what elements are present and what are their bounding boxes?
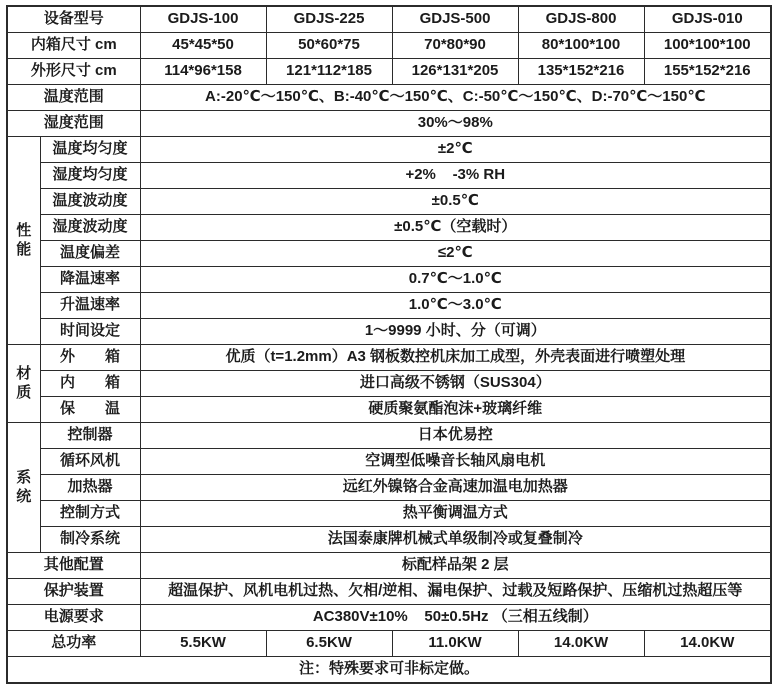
- row-label: 湿度波动度: [40, 215, 140, 241]
- table-row-performance: [7, 137, 771, 163]
- row-value: 进口高级不锈钢（SUS304）: [140, 371, 771, 397]
- table-row-performance: [7, 293, 771, 319]
- row-label: 升温速率: [40, 293, 140, 319]
- row-label: 温度偏差: [40, 241, 140, 267]
- total-power-cell: 5.5KW: [140, 631, 266, 657]
- row-label: 控制方式: [40, 501, 140, 527]
- outer-size-cell: 135*152*216: [518, 59, 644, 85]
- inner-size-cell: 50*60*75: [266, 33, 392, 59]
- inner-size-cell: 70*80*90: [392, 33, 518, 59]
- table-row-note: [7, 657, 771, 684]
- row-value: 热平衡调温方式: [140, 501, 771, 527]
- table-row-performance: [7, 189, 771, 215]
- table-row-performance: [7, 319, 771, 345]
- row-value: ≤2℃: [140, 241, 771, 267]
- row-value: ±0.5℃（空载时）: [140, 215, 771, 241]
- total-power-cell: 6.5KW: [266, 631, 392, 657]
- row-value: 1.0℃～3.0℃: [140, 293, 771, 319]
- row-label: 制冷系统: [40, 527, 140, 553]
- table-row-material: [7, 345, 771, 371]
- inner-size-cell: 45*45*50: [140, 33, 266, 59]
- row-label: 温度波动度: [40, 189, 140, 215]
- model-header-cell: GDJS-010: [644, 6, 771, 33]
- row-value: 优质（t=1.2mm）A3 钢板数控机床加工成型，外壳表面进行喷塑处理: [140, 345, 771, 371]
- total-power-cell: 14.0KW: [644, 631, 771, 657]
- table-row-inner-size: [7, 33, 771, 59]
- row-value: 0.7℃～1.0℃: [140, 267, 771, 293]
- outer-size-cell: 126*131*205: [392, 59, 518, 85]
- table-row-system: [7, 501, 771, 527]
- table-row-system: [7, 449, 771, 475]
- table-row-protection: [7, 579, 771, 605]
- table-row-power: [7, 605, 771, 631]
- row-label-other-config: 其他配置: [7, 553, 140, 579]
- row-label-total-power: 总功率: [7, 631, 140, 657]
- row-label: 外 箱: [40, 345, 140, 371]
- table-row-total-power: [7, 631, 771, 657]
- table-row-performance: [7, 267, 771, 293]
- inner-size-cell: 100*100*100: [644, 33, 771, 59]
- row-label-temp-range: 温度范围: [7, 85, 140, 111]
- row-value: 硬质聚氨酯泡沫+玻璃纤维: [140, 397, 771, 423]
- group-label-material: 材质: [7, 345, 40, 423]
- table-row-system: [7, 423, 771, 449]
- row-label: 降温速率: [40, 267, 140, 293]
- row-value: +2% -3% RH: [140, 163, 771, 189]
- row-label: 保 温: [40, 397, 140, 423]
- outer-size-cell: 121*112*185: [266, 59, 392, 85]
- inner-size-cell: 80*100*100: [518, 33, 644, 59]
- table-row-system: [7, 527, 771, 553]
- table-row-performance: [7, 163, 771, 189]
- table-row-material: [7, 371, 771, 397]
- power-value: AC380V±10% 50±0.5Hz （三相五线制）: [140, 605, 771, 631]
- row-value: ±0.5℃: [140, 189, 771, 215]
- row-value: 1～9999 小时、分（可调）: [140, 319, 771, 345]
- table-row-model: [7, 6, 771, 33]
- row-label: 湿度均匀度: [40, 163, 140, 189]
- row-label-protection: 保护装置: [7, 579, 140, 605]
- table-row-material: [7, 397, 771, 423]
- row-value: 法国泰康牌机械式单级制冷或复叠制冷: [140, 527, 771, 553]
- table-row-performance: [7, 215, 771, 241]
- row-value: 日本优易控: [140, 423, 771, 449]
- table-row-performance: [7, 241, 771, 267]
- row-label: 控制器: [40, 423, 140, 449]
- model-header-cell: GDJS-500: [392, 6, 518, 33]
- row-value: 远红外镍铬合金高速加温电加热器: [140, 475, 771, 501]
- table-row-humidity-range: [7, 111, 771, 137]
- model-header-cell: GDJS-225: [266, 6, 392, 33]
- table-row-temp-range: [7, 85, 771, 111]
- row-label-model: 设备型号: [7, 6, 140, 33]
- row-value: ±2℃: [140, 137, 771, 163]
- row-label: 循环风机: [40, 449, 140, 475]
- row-label-inner-size: 内箱尺寸 cm: [7, 33, 140, 59]
- protection-value: 超温保护、风机电机过热、欠相/逆相、漏电保护、过载及短路保护、压缩机过热超压等: [140, 579, 771, 605]
- row-label-outer-size: 外形尺寸 cm: [7, 59, 140, 85]
- total-power-cell: 14.0KW: [518, 631, 644, 657]
- row-label-humidity-range: 湿度范围: [7, 111, 140, 137]
- row-label: 加热器: [40, 475, 140, 501]
- table-row-system: [7, 475, 771, 501]
- row-label-power: 电源要求: [7, 605, 140, 631]
- outer-size-cell: 155*152*216: [644, 59, 771, 85]
- temp-range-value: A:-20℃～150℃、B:-40℃～150℃、C:-50℃～150℃、D:-70℃～150℃: [140, 85, 771, 111]
- model-header-cell: GDJS-800: [518, 6, 644, 33]
- total-power-cell: 11.0KW: [392, 631, 518, 657]
- group-label-system: 系统: [7, 423, 40, 553]
- row-value: 空调型低噪音长轴风扇电机: [140, 449, 771, 475]
- other-config-value: 标配样品架 2 层: [140, 553, 771, 579]
- row-label: 时间设定: [40, 319, 140, 345]
- model-header-cell: GDJS-100: [140, 6, 266, 33]
- footer-note: 注：特殊要求可非标定做。: [7, 657, 771, 684]
- row-label: 内 箱: [40, 371, 140, 397]
- humidity-range-value: 30%～98%: [140, 111, 771, 137]
- table-row-outer-size: [7, 59, 771, 85]
- outer-size-cell: 114*96*158: [140, 59, 266, 85]
- row-label: 温度均匀度: [40, 137, 140, 163]
- table-row-other-config: [7, 553, 771, 579]
- group-label-performance: 性能: [7, 137, 40, 345]
- equipment-spec-table: [6, 5, 772, 684]
